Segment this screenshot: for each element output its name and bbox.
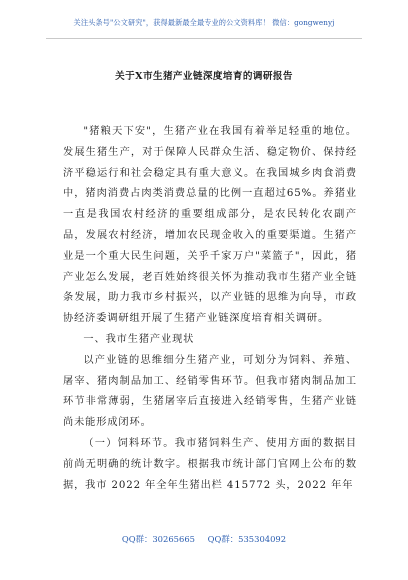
- footer-contact: [0, 533, 408, 545]
- footer-qq-group-1: QQ群：30265665: [121, 534, 195, 544]
- header-divider: [46, 38, 362, 39]
- document-title: 关于X市生猪产业链深度培育的调研报告: [115, 71, 293, 82]
- header-banner: 关注头条号"公文研究"，获得最新最全最专业的公文资料库！ 微信：gongwenyj: [73, 18, 335, 27]
- section-heading: 一、我市生猪产业现状: [83, 333, 195, 345]
- paragraph-intro: "猪粮天下安"，生猪产业在我国有着举足轻重的地位。发展生猪生产，对于保障人民群众生活、稳定物价、保持经济平稳运行和社会稳定具有重大意义。在我国城乡肉食消费中，猪肉消费占肉类消费总量的比例一直超过65%。养猪业一直是我国农村经济的重要组成部分，是农民转化农副产品，发展农村经济，增加农民现金收入的重要渠道。生猪产业是一个重大民生问题，关乎千家万户"菜篮子"，因此，猪产业怎么发展，老百姓始终很关怀为推动我市生猪产业全链条发展，助力我市乡村振兴，以产业链的思维为向导，市政协经济委调研组开展了生猪产业链深度培育相关调研。: [63, 126, 357, 325]
- paragraph-overview: 以产业链的思维细分生猪产业，可划分为饲料、养殖、屠宰、猪肉制品加工、经销零售环节。但我市猪肉制品加工环节非常薄弱，生猪屠宰后直接进入经销零售，生猪产业链尚未能形成闭环。: [63, 354, 357, 429]
- footer-qq-group-2: QQ群：535304092: [207, 534, 287, 544]
- document-body: [63, 122, 357, 496]
- paragraph-feed: （一）饲料环节。我市猪饲料生产、使用方面的数据目前尚无明确的统计数字。根据我市统计部门官网上公布的数据，我市 2022 年全年生猪出栏 415772 头，2022 年年: [63, 437, 357, 491]
